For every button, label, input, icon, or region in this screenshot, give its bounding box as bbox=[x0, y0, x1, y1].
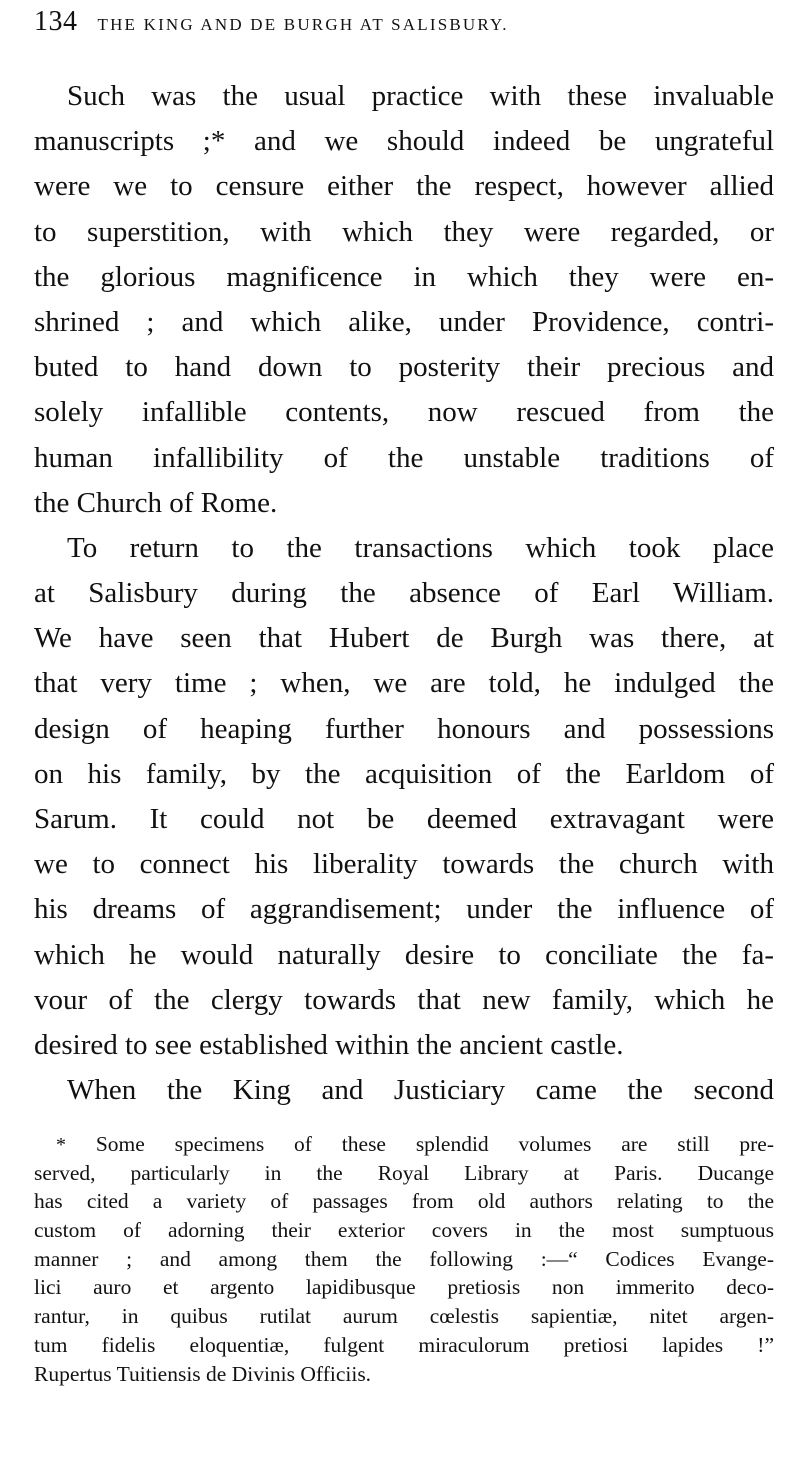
page-header bbox=[34, 6, 774, 46]
footnote-line: tum fidelis eloquentiæ, fulgent miraculorum pretiosi lapides !” bbox=[34, 1332, 774, 1357]
text-line: that very time ; when, we are told, he indulged the bbox=[34, 667, 774, 700]
footnote-line: lici auro et argento lapidibusque pretiosis non immerito deco- bbox=[34, 1275, 774, 1300]
text-line: to superstition, with which they were regarded, or bbox=[34, 215, 774, 248]
footnote-line: custom of adorning their exterior covers in the most sumptuous bbox=[34, 1218, 774, 1243]
text-line: human infallibility of the unstable traditions of bbox=[34, 441, 774, 474]
page-number: 134 bbox=[34, 6, 78, 37]
text-line: the Church of Rome. bbox=[34, 486, 278, 519]
text-line: solely infallible contents, now rescued from the bbox=[34, 396, 774, 429]
footnote-line: Rupertus Tuitiensis de Divinis Officiis. bbox=[34, 1361, 372, 1386]
text-line: We have seen that Hubert de Burgh was there, at bbox=[34, 622, 774, 655]
text-line: desired to see established within the ancient castle. bbox=[34, 1028, 624, 1061]
text-line: Such was the usual practice with these invaluable bbox=[67, 80, 774, 112]
footnote-marker: * bbox=[56, 1134, 66, 1156]
text-line: shrined ; and which alike, under Providence, contri- bbox=[34, 305, 774, 338]
body-text bbox=[34, 74, 774, 1113]
text-line: vour of the clergy towards that new family, which he bbox=[34, 983, 774, 1016]
text-line: the glorious magnificence in which they were en- bbox=[34, 260, 774, 293]
footnote-line: rantur, in quibus rutilat aurum cœlestis sapientiæ, nitet argen- bbox=[34, 1304, 774, 1329]
text-line: Sarum. It could not be deemed extravagant were bbox=[34, 803, 774, 835]
footnote-line-text: Some specimens of these splendid volumes are still pre- bbox=[95, 1132, 775, 1156]
text-line: his dreams of aggrandisement; under the influence of bbox=[34, 893, 774, 926]
text-line: we to connect his liberality towards the church with bbox=[34, 848, 774, 881]
running-title: THE KING AND DE BURGH AT SALISBURY. bbox=[97, 15, 509, 34]
footnote-line bbox=[34, 1130, 774, 1159]
text-line: which he would naturally desire to conciliate the fa- bbox=[34, 938, 774, 971]
text-line: at Salisbury during the absence of Earl William. bbox=[34, 577, 774, 610]
text-line: were we to censure either the respect, however allied bbox=[34, 170, 774, 203]
text-line: design of heaping further honours and possessions bbox=[34, 712, 774, 745]
text-line: manuscripts ;* and we should indeed be ungrateful bbox=[34, 125, 774, 158]
footnote-line: manner ; and among them the following :—“ Codices Evange- bbox=[34, 1246, 774, 1271]
text-line: When the King and Justiciary came the second bbox=[67, 1074, 774, 1107]
footnote-line: served, particularly in the Royal Library at Paris. Ducange bbox=[34, 1160, 774, 1185]
footnote bbox=[34, 1130, 774, 1388]
footnote-line: has cited a variety of passages from old authors relating to the bbox=[34, 1189, 774, 1214]
text-line: buted to hand down to posterity their precious and bbox=[34, 351, 774, 384]
text-line: To return to the transactions which took place bbox=[67, 531, 774, 564]
text-line: on his family, by the acquisition of the Earldom of bbox=[34, 757, 774, 790]
